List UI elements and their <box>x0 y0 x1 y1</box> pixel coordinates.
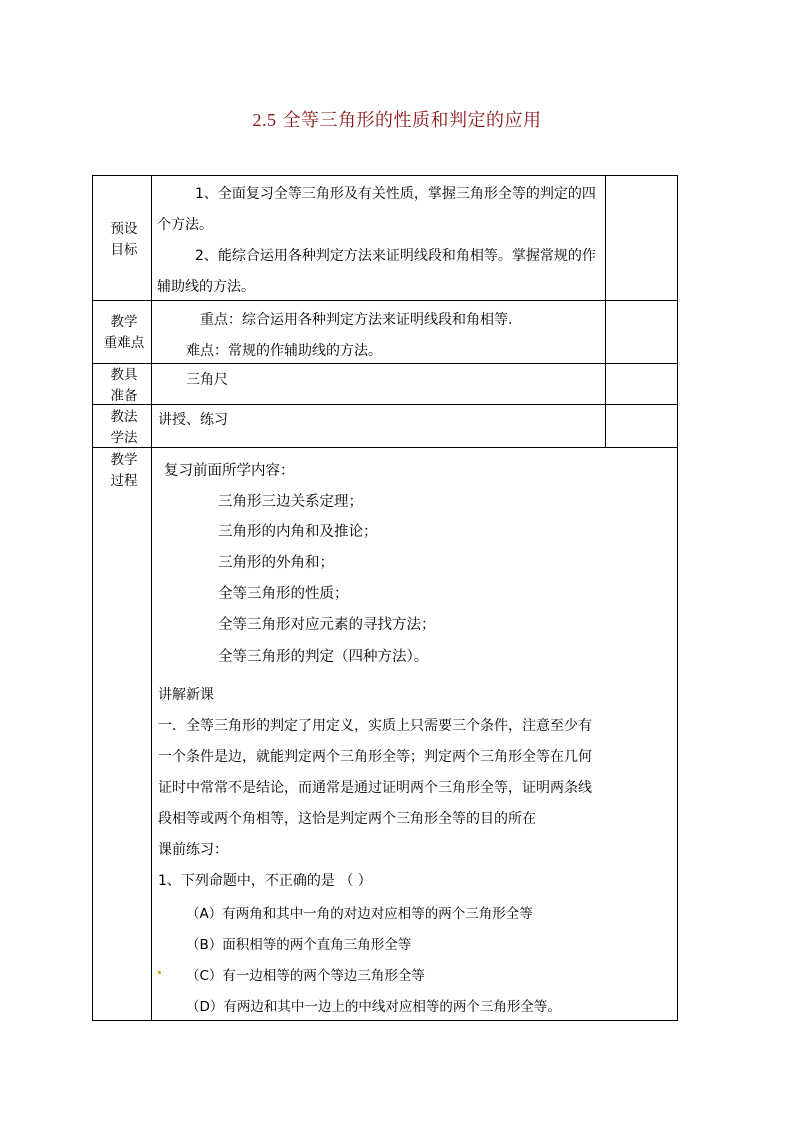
row-divider-2 <box>92 363 678 364</box>
methods-text: 讲授、练习 <box>158 412 228 428</box>
key-point-line: 重点：综合运用各种判定方法来证明线段和角相等. <box>200 312 513 328</box>
row-label-tools-line2: 准备 <box>110 388 138 404</box>
option-b: （B）面积相等的两个直角三角形全等 <box>186 937 412 953</box>
review-item: 全等三角形的性质； <box>218 586 349 602</box>
goals-line-1: 1、全面复习全等三角形及有关性质，掌握三角形全等的判定的四 <box>195 186 596 202</box>
question-1: 1、下列命题中，不正确的是 （ ） <box>158 873 372 889</box>
tools-text: 三角尺 <box>186 372 228 388</box>
review-item: 三角形三边关系定理； <box>218 494 363 510</box>
row-divider-1 <box>92 300 678 301</box>
row-label-process-line1: 教学 <box>110 452 138 468</box>
table-frame <box>92 175 678 1021</box>
row-label-methods <box>94 407 154 449</box>
page-title <box>0 106 794 132</box>
option-d: （D）有两边和其中一边上的中线对应相等的两个三角形全等。 <box>186 999 561 1015</box>
marker-dot <box>158 971 161 974</box>
row-label-methods-line1: 教法 <box>110 409 138 425</box>
column-divider-label <box>151 175 152 1021</box>
review-item: 全等三角形的判定（四种方法）。 <box>218 649 429 665</box>
row-label-process-line2: 过程 <box>110 473 138 489</box>
paragraph-line: 证时中常常不是结论，而通常是通过证明两个三角形全等，证明两条线 <box>158 780 592 796</box>
column-divider-right <box>605 175 606 447</box>
review-item: 三角形的内角和及推论； <box>218 524 378 540</box>
paragraph-line: 一个条件是边，就能判定两个三角形全等；判定两个三角形全等在几何 <box>158 749 592 765</box>
option-a: （A）有两角和其中一角的对边对应相等的两个三角形全等 <box>186 906 533 922</box>
row-divider-3 <box>92 404 678 405</box>
row-label-methods-line2: 学法 <box>110 430 138 446</box>
paragraph-line: 一．全等三角形的判定了用定义，实质上只需要三个条件，注意至少有 <box>158 718 592 734</box>
new-lesson-heading: 讲解新课 <box>158 687 214 703</box>
row-label-tools-line1: 教具 <box>110 367 138 383</box>
row-label-goals-line1: 预设 <box>110 221 138 237</box>
row-label-key-points-line2: 重难点 <box>103 335 145 351</box>
review-heading: 复习前面所学内容： <box>164 463 295 479</box>
option-c: （C）有一边相等的两个等边三角形全等 <box>186 968 425 984</box>
paragraph-line: 段相等或两个角相等，这恰是判定两个三角形全等的目的所在 <box>158 811 536 827</box>
row-label-tools <box>94 365 154 407</box>
goals-line-4: 辅助线的方法。 <box>157 279 255 295</box>
row-divider-4 <box>92 447 678 448</box>
difficulty-line: 难点：常规的作辅助线的方法。 <box>186 343 382 359</box>
goals-line-2: 个方法。 <box>157 217 213 233</box>
row-label-goals <box>94 219 154 261</box>
title-text: 全等三角形的性质和判定的应用 <box>282 110 542 131</box>
row-label-process <box>94 450 154 492</box>
review-item: 全等三角形对应元素的寻找方法； <box>218 617 436 633</box>
title-number: 2.5 <box>252 110 277 130</box>
goals-line-3: 2、能综合运用各种判定方法来证明线段和角相等。掌握常规的作 <box>195 248 596 264</box>
exercise-heading: 课前练习： <box>158 842 228 858</box>
row-label-key-points-line1: 教学 <box>110 314 138 330</box>
row-label-key-points <box>94 312 154 354</box>
row-label-goals-line2: 目标 <box>110 242 138 258</box>
review-item: 三角形的外角和； <box>218 555 334 571</box>
